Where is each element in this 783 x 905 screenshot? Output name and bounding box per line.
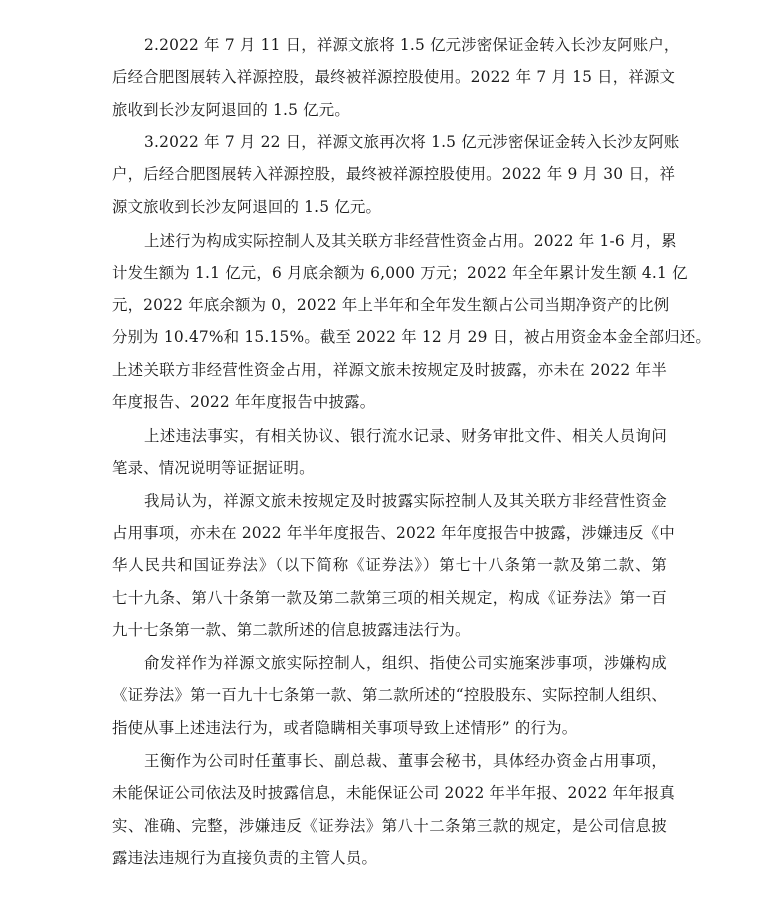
text-line: 九十七条第一款、第二款所述的信息披露违法行为。: [112, 621, 471, 639]
text-line: 占用事项，亦未在 2022 年半年度报告、2022 年年度报告中披露，涉嫌违反《中: [112, 524, 675, 542]
text-line: 年度报告、2022 年年度报告中披露。: [112, 393, 376, 411]
text-line: 元，2022 年底余额为 0，2022 年上半年和全年发生额占公司当期净资产的比例: [112, 296, 670, 314]
text-line: 分别为 10.47%和 15.15%。截至 2022 年 12 月 29 日，被占用资金本金全部归还。: [112, 328, 712, 346]
text-line: 后经合肥图展转入祥源控股，最终被祥源控股使用。2022 年 7 月 15 日，祥源文: [112, 68, 676, 86]
text-line: 我局认为，祥源文旅未按规定及时披露实际控制人及其关联方非经营性资金: [144, 492, 667, 510]
text-line: 户，后经合肥图展转入祥源控股，最终被祥源控股使用。2022 年 9 月 30 日，祥: [112, 165, 676, 183]
text-line: 笔录、情况说明等证据证明。: [112, 459, 315, 477]
text-line: 《证券法》第一百九十七条第一款、第二款所述的“控股股东、实际控制人组织、: [112, 686, 667, 704]
text-line: 上述关联方非经营性资金占用，祥源文旅未按规定及时披露，亦未在 2022 年半: [112, 361, 667, 379]
text-line: 计发生额为 1.1 亿元，6 月底余额为 6,000 万元；2022 年全年累计发生额 4.1 亿: [112, 264, 688, 282]
text-line: 指使从事上述违法行为，或者隐瞒相关事项导致上述情形” 的行为。: [112, 719, 578, 737]
text-line: 3.2022 年 7 月 22 日，祥源文旅再次将 1.5 亿元涉密保证金转入长沙友阿账: [144, 133, 680, 151]
text-line: 俞发祥作为祥源文旅实际控制人，组织、指使公司实施案涉事项，涉嫌构成: [144, 654, 667, 672]
text-line: 华人民共和国证券法》（以下简称《证券法》）第七十八条第一款及第二款、第: [112, 556, 667, 574]
text-line: 源文旅收到长沙友阿退回的 1.5 亿元。: [112, 198, 382, 216]
text-line: 旅收到长沙友阿退回的 1.5 亿元。: [112, 101, 350, 119]
text-line: 七十九条、第八十条第一款及第二款第三项的相关规定，构成《证券法》第一百: [112, 589, 667, 607]
text-line: 2.2022 年 7 月 11 日，祥源文旅将 1.5 亿元涉密保证金转入长沙友阿账户，: [144, 36, 680, 54]
text-line: 实、准确、完整，涉嫌违反《证券法》第八十二条第三款的规定，是公司信息披: [112, 817, 667, 835]
text-line: 王衡作为公司时任董事长、副总裁、董事会秘书，具体经办资金占用事项，: [144, 752, 667, 770]
text-line: 未能保证公司依法及时披露信息，未能保证公司 2022 年半年报、2022 年年报真: [112, 784, 675, 802]
text-line: 露违法违规行为直接负责的主管人员。: [112, 849, 378, 867]
text-line: 上述行为构成实际控制人及其关联方非经营性资金占用。2022 年 1-6 月，累: [144, 232, 677, 250]
text-line: 上述违法事实，有相关协议、银行流水记录、财务审批文件、相关人员询问: [144, 427, 667, 445]
